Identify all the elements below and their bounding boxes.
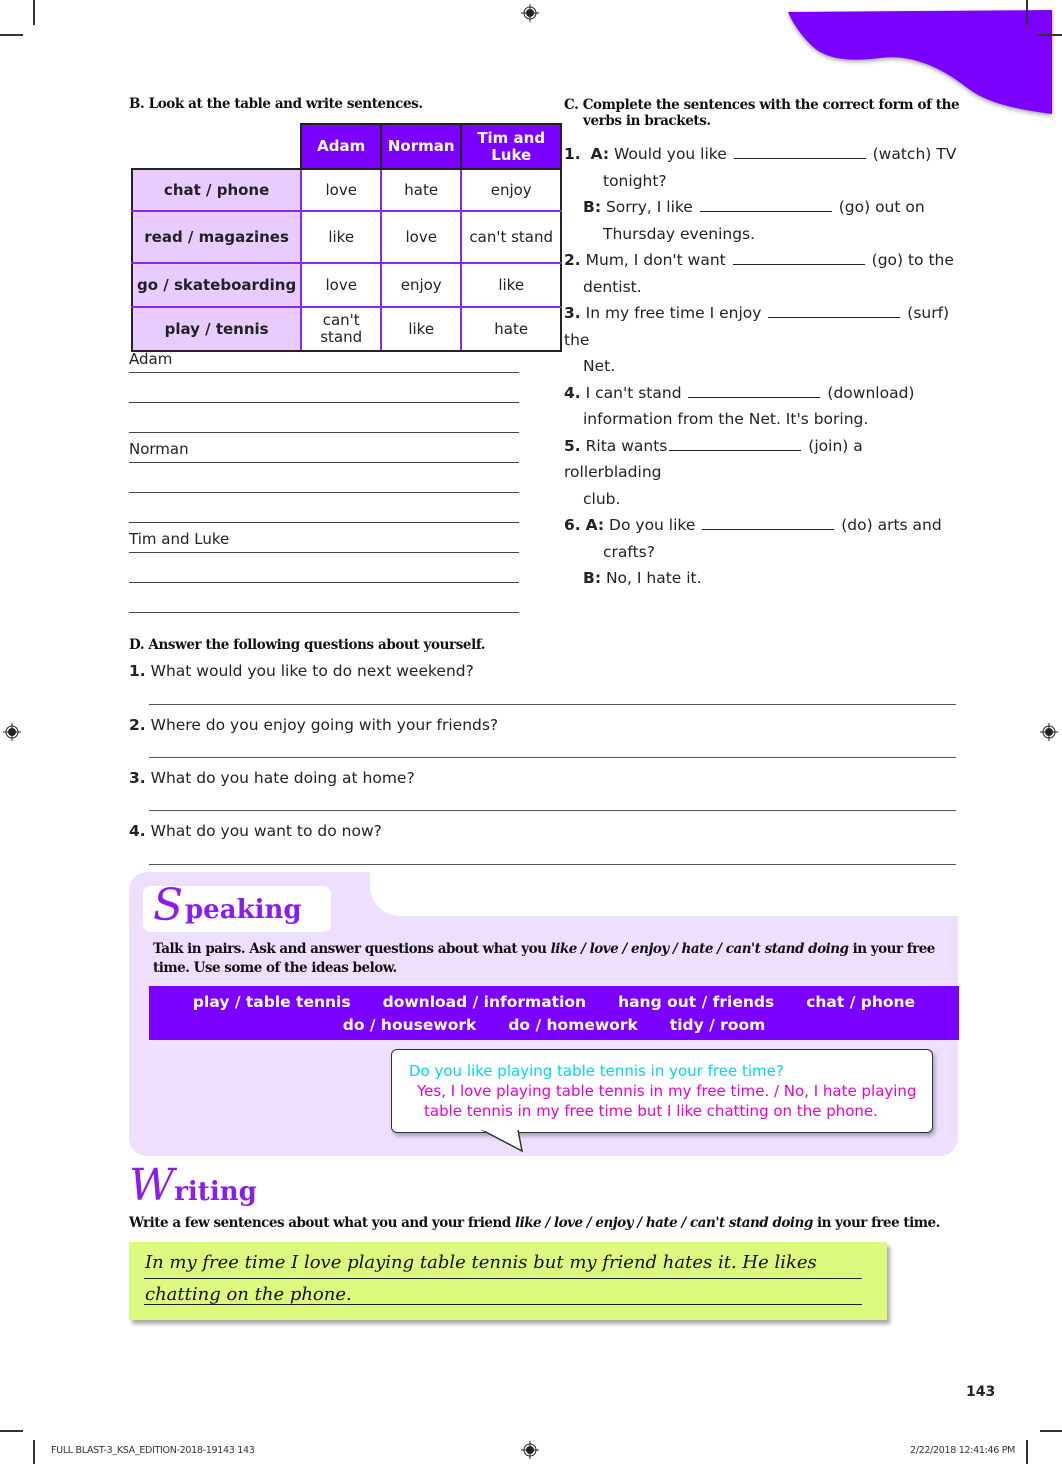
table-cell: like (381, 307, 461, 351)
table-cell: love (301, 263, 381, 307)
line-label: Norman (129, 440, 189, 458)
item-2: 2. Mum, I don't want (go) to the (564, 251, 954, 269)
ideas-box: play / table tennis download / information hang out / friends chat / phone do / housework do / homework tidy / room (149, 986, 959, 1040)
crop-mark (0, 34, 23, 36)
answer-blank[interactable] (734, 144, 866, 159)
row-header: chat / phone (132, 169, 301, 211)
writing-line-tim-luke[interactable] (129, 530, 519, 553)
item-4: 4. I can't stand (download) (564, 383, 915, 402)
speaking-instruction: Talk in pairs. Ask and answer questions about what you like / love / enjoy / hate / can't stand doing in your free time. Use some of the ideas below. (153, 941, 935, 976)
writing-instruction: Write a few sentences about what you and your friend like / love / enjoy / hate / can't stand doing in your free time. (129, 1215, 940, 1231)
writing-heading: Writing (129, 1160, 257, 1211)
line-label: Tim and Luke (129, 530, 230, 548)
answer-text-line-1[interactable]: In my free time I love playing table tennis but my friend hates it. He likes (145, 1252, 817, 1273)
registration-mark-icon (3, 723, 21, 741)
row-header: read / magazines (132, 211, 301, 263)
answer-blank[interactable] (669, 436, 801, 451)
section-c-title: C. Complete the sentences with the correct form of the verbs in brackets. (564, 97, 960, 129)
writing-line[interactable] (129, 590, 519, 613)
table-cell: love (381, 211, 461, 263)
table-cell: can't stand (461, 211, 561, 263)
answer-text-line-2[interactable]: chatting on the phone. (145, 1284, 352, 1305)
answer-blank[interactable] (702, 515, 834, 530)
answer-blank[interactable] (688, 383, 820, 398)
question-2: 2. Where do you enjoy going with your friends? (129, 716, 499, 734)
column-header: Adam (301, 124, 381, 169)
column-header: Tim and Luke (461, 124, 561, 169)
writing-line[interactable] (129, 560, 519, 583)
table-cell: can't stand (301, 307, 381, 351)
speech-bubble: Do you like playing table tennis in your free time? Yes, I love playing table tennis in my free time. / No, I hate playing table tennis in my free time but I like chatting on the phone. (391, 1049, 933, 1133)
table-cell: enjoy (381, 263, 461, 307)
answer-blank[interactable] (768, 303, 900, 318)
item-1a: 1. A: Would you like (watch) TV (564, 145, 957, 163)
answer-blank[interactable] (700, 197, 832, 212)
item-6a: 6. A: Do you like (do) arts and (564, 516, 942, 534)
answer-line-3[interactable] (149, 810, 956, 811)
row-header: play / tennis (132, 307, 301, 351)
crop-mark (33, 1440, 35, 1464)
section-d-title: D. Answer the following questions about yourself. (129, 637, 486, 653)
table-cell: hate (381, 169, 461, 211)
speech-bubble-tail (480, 1130, 530, 1154)
crop-mark (1026, 0, 1028, 25)
page-number: 143 (966, 1384, 996, 1400)
table-cell: like (301, 211, 381, 263)
question-1: 1. What would you like to do next weekend? (129, 662, 474, 680)
line-label: Adam (129, 350, 173, 368)
answer-line-1[interactable] (149, 704, 956, 705)
writing-line-adam[interactable] (129, 350, 519, 373)
registration-mark-icon (521, 1441, 539, 1459)
registration-mark-icon (521, 4, 539, 22)
question-4: 4. What do you want to do now? (129, 822, 382, 840)
column-header: Norman (381, 124, 461, 169)
table-cell: love (301, 169, 381, 211)
writing-line[interactable] (129, 410, 519, 433)
speaking-heading: S peaking (143, 886, 331, 932)
table-cell: hate (461, 307, 561, 351)
crop-mark (1040, 1430, 1062, 1432)
item-3: 3. In my free time I enjoy (surf) the (564, 304, 950, 349)
item-6b: B: No, I hate it. (583, 569, 702, 587)
writing-line[interactable] (129, 500, 519, 523)
writing-line-norman[interactable] (129, 440, 519, 463)
section-b-title: B. Look at the table and write sentences. (129, 96, 423, 112)
timestamp: 2/22/2018 12:41:46 PM (910, 1445, 1016, 1456)
writing-line[interactable] (129, 380, 519, 403)
writing-line[interactable] (129, 470, 519, 493)
crop-mark (1026, 1440, 1028, 1464)
crop-mark (1037, 34, 1062, 36)
crop-mark (0, 1430, 23, 1432)
answer-blank[interactable] (733, 250, 865, 265)
row-header: go / skateboarding (132, 263, 301, 307)
question-3: 3. What do you hate doing at home? (129, 769, 415, 787)
table-cell: enjoy (461, 169, 561, 211)
exercise-c-list: 1. A: Would you like (watch) TV tonight? B: Sorry, I like (go) out on Thursday evenings. 2. Mum, I don't want (go) to the dentist. 3. In my free time I enjoy (surf) the Net. 4. I can't stand (download) information from the Net. It's boring. 5. Rita wants (join) a rollerblading club. 6. A: Do you like (do) arts and crafts? B: No, I hate it. (564, 141, 964, 592)
table-cell: like (461, 263, 561, 307)
file-info: FULL BLAST-3_KSA_EDITION-2018-19143 143 (51, 1445, 255, 1456)
answer-line-2[interactable] (149, 757, 956, 758)
preferences-table (131, 123, 562, 352)
crop-mark (33, 0, 35, 25)
item-5: 5. Rita wants (join) a rollerblading (564, 436, 863, 481)
registration-mark-icon (1040, 723, 1058, 741)
answer-line-4[interactable] (149, 864, 956, 865)
